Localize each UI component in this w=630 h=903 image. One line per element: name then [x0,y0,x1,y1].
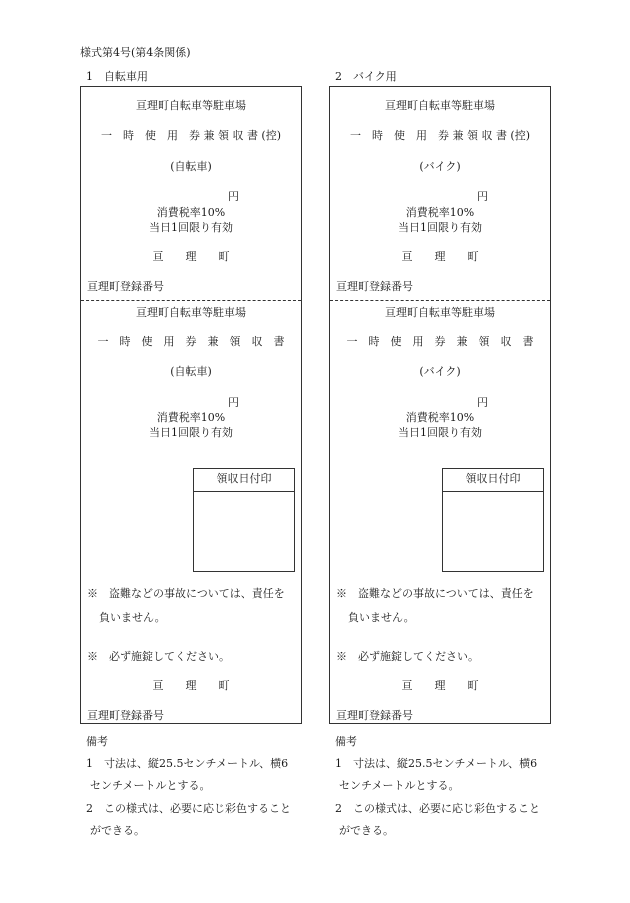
stub-facility-name: 亘理町自転車等駐車場 [385,99,495,112]
stub-registration-number: 亘理町登録番号 [87,280,164,293]
remarks-item2-line2: ができる。 [90,824,145,837]
note-lock: ※ 必ず施錠してください。 [336,650,479,663]
ticket-motorbike [329,86,551,724]
stub-yen: 円 [228,190,239,203]
perforation-line [330,300,550,301]
remarks-heading: 備考 [335,735,357,748]
stamp-label: 領収日付印 [194,469,294,492]
form-header: 様式第4号(第4条関係) [80,46,191,59]
note-theft-line2: 負いません。 [99,611,166,624]
main-tax-rate: 消費税率10% [156,411,226,424]
remarks-item1-line2: センチメートルとする。 [90,779,211,792]
stub-facility-name: 亘理町自転車等駐車場 [136,99,246,112]
remarks-item2-line1: 2 この様式は、必要に応じ彩色すること [86,802,291,815]
note-theft-line1: ※ 盗難などの事故については、責任を [87,587,285,600]
main-title: 一 時 使 用 券 兼 領 収 書 [97,335,285,348]
note-theft-line1: ※ 盗難などの事故については、責任を [336,587,534,600]
column-title-bicycle: 1 自転車用 [86,70,148,83]
stub-tax-rate: 消費税率10% [156,206,226,219]
stub-yen: 円 [477,190,488,203]
main-yen: 円 [228,396,239,409]
column-title-motorbike: 2 バイク用 [335,70,397,83]
perforation-line [81,300,301,301]
main-town: 亘 理 町 [152,679,230,692]
remarks-item1-line1: 1 寸法は、縦25.5センチメートル、横6 [335,757,538,770]
stub-town: 亘 理 町 [401,250,479,263]
main-vehicle-type: (自転車) [170,365,212,378]
main-title: 一 時 使 用 券 兼 領 収 書 [346,335,534,348]
remarks-item1-line2: センチメートルとする。 [339,779,460,792]
remarks-item2-line1: 2 この様式は、必要に応じ彩色すること [335,802,540,815]
remarks-item1-line1: 1 寸法は、縦25.5センチメートル、横6 [86,757,289,770]
ticket-bicycle [80,86,302,724]
note-lock: ※ 必ず施錠してください。 [87,650,230,663]
stub-tax-rate: 消費税率10% [405,206,475,219]
stub-validity: 当日1回限り有効 [398,221,482,234]
main-registration-number: 亘理町登録番号 [336,709,413,722]
note-theft-line2: 負いません。 [348,611,415,624]
stub-validity: 当日1回限り有効 [149,221,233,234]
main-town: 亘 理 町 [401,679,479,692]
main-facility-name: 亘理町自転車等駐車場 [385,306,495,319]
main-yen: 円 [477,396,488,409]
main-registration-number: 亘理町登録番号 [87,709,164,722]
stub-registration-number: 亘理町登録番号 [336,280,413,293]
stub-vehicle-type: (自転車) [170,160,212,173]
receipt-date-stamp-box [193,468,295,572]
stub-title: 一 時 使 用 券 兼 領 収 書 (控) [100,129,282,142]
main-tax-rate: 消費税率10% [405,411,475,424]
remarks-heading: 備考 [86,735,108,748]
main-validity: 当日1回限り有効 [149,426,233,439]
receipt-date-stamp-box [442,468,544,572]
remarks-item2-line2: ができる。 [339,824,394,837]
stamp-label: 領収日付印 [443,469,543,492]
main-vehicle-type: (バイク) [419,365,461,378]
main-facility-name: 亘理町自転車等駐車場 [136,306,246,319]
main-validity: 当日1回限り有効 [398,426,482,439]
stub-town: 亘 理 町 [152,250,230,263]
stub-title: 一 時 使 用 券 兼 領 収 書 (控) [349,129,531,142]
stub-vehicle-type: (バイク) [419,160,461,173]
